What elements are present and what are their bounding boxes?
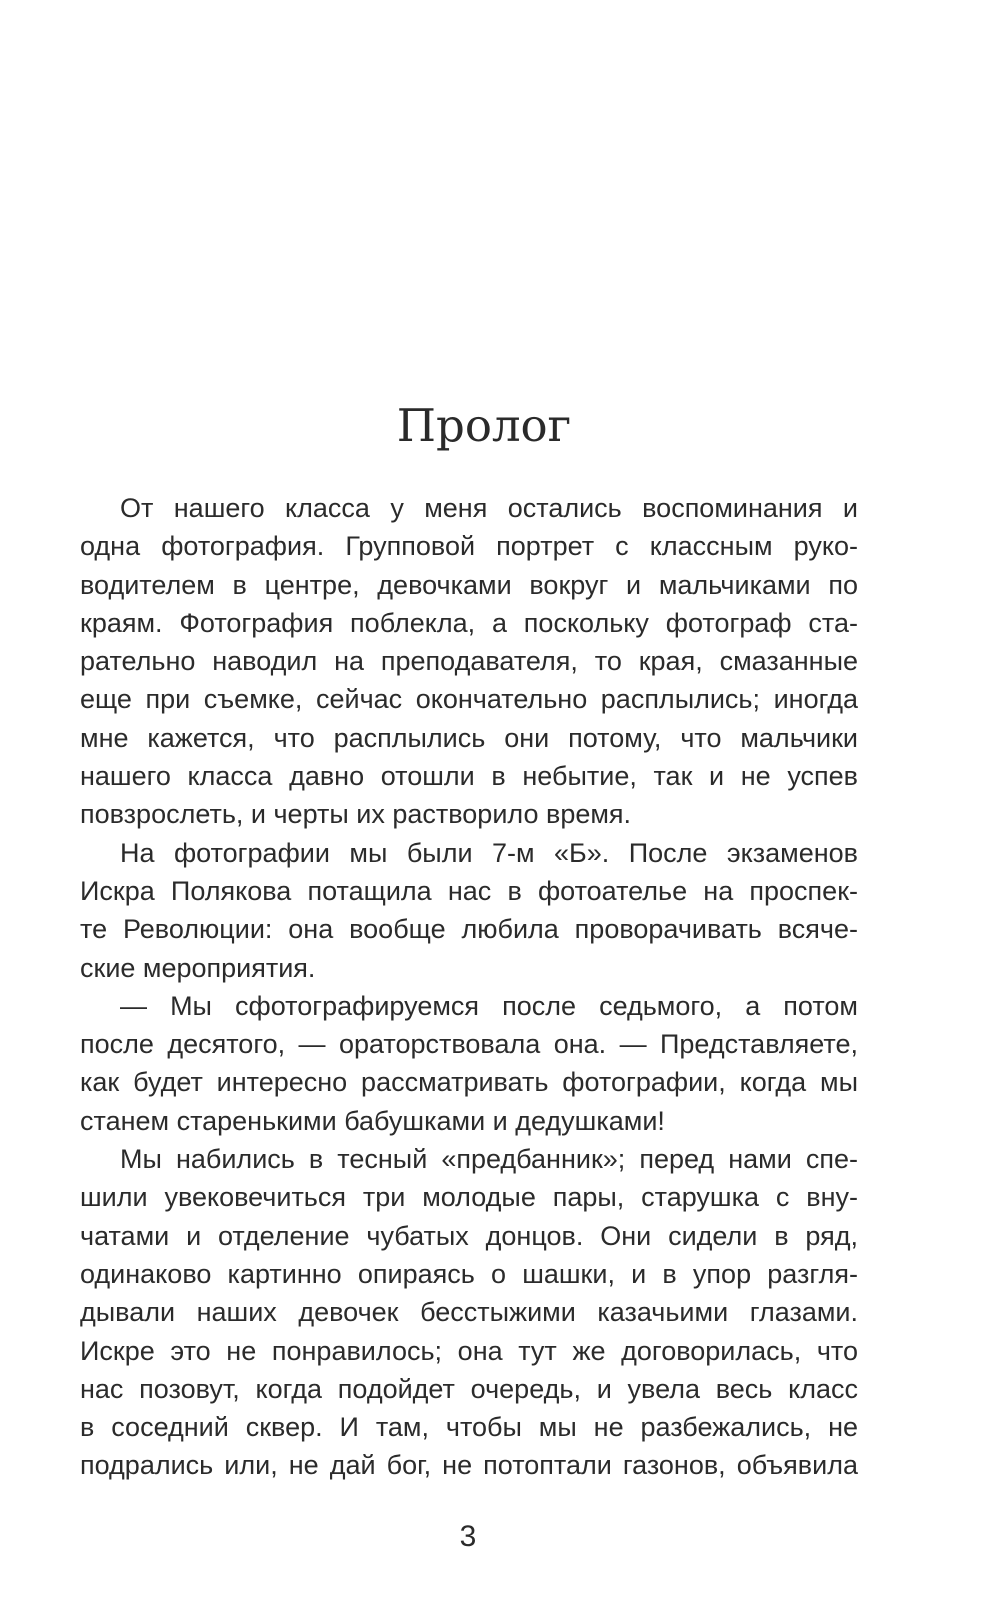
text-line: — Мы сфотографируемся после седьмого, а потом [120,990,858,1021]
paragraph [80,834,858,987]
text-line: в соседний сквер. И там, чтобы мы не разбежались, не [80,1412,858,1443]
text-line: краям. Фотография поблекла, а поскольку фотограф ста- [80,607,858,638]
text-line: подрались или, не дай бог, не потоптали газонов, объявила [80,1450,858,1481]
text-line: одна фотография. Групповой портрет с классным руко- [80,531,858,562]
text-line: рательно наводил на преподавателя, то края, смазанные [80,646,858,677]
paragraph [80,489,858,834]
text-line: От нашего класса у меня остались воспоминания и [120,493,858,523]
text-line: Искра Полякова потащила нас в фотоателье на проспек- [80,875,858,906]
text-line: как будет интересно рассматривать фотографии, когда мы [80,1067,858,1098]
text-line: чатами и отделение чубатых донцов. Они сидели в ряд, [80,1220,858,1251]
text-line: мне кажется, что расплылись они потому, что мальчики [80,722,858,753]
text-line: Мы набились в тесный «предбанник»; перед нами спе- [120,1144,858,1175]
text-line: водителем в центре, девочками вокруг и мальчиками по [80,569,858,600]
text-line: шили увековечиться три молодые пары, старушка с вну- [80,1182,858,1213]
text-line: те Революции: она вообще любила проворачивать всяче- [80,914,858,945]
text-line: нас позовут, когда подойдет очередь, и увела весь класс [80,1373,858,1404]
text-line: дывали наших девочек бесстыжими казачьими глазами. [80,1297,858,1328]
text-line: ские мероприятия. [80,952,316,983]
body-text [80,489,858,1485]
chapter-title: Пролог [396,399,572,452]
text-line: повзрослеть, и черты их растворило время. [80,799,632,830]
text-line: На фотографии мы были 7-м «Б». После экзаменов [120,837,858,868]
text-line: Искре это не понравилось; она тут же договорилась, что [80,1335,858,1366]
text-line: еще при съемке, сейчас окончательно расплылись; иногда [80,684,858,715]
text-line: одинаково картинно опираясь о шашки, и в упор разгля- [80,1258,858,1289]
paragraph [80,1140,858,1485]
text-line: нашего класса давно отошли в небытие, так и не успев [80,761,858,792]
paragraph [80,987,858,1140]
page-number: 3 [459,1520,477,1553]
text-line: станем старенькими бабушками и дедушками! [80,1105,665,1136]
text-line: после десятого, — ораторствовала она. — Представляете, [80,1029,858,1060]
